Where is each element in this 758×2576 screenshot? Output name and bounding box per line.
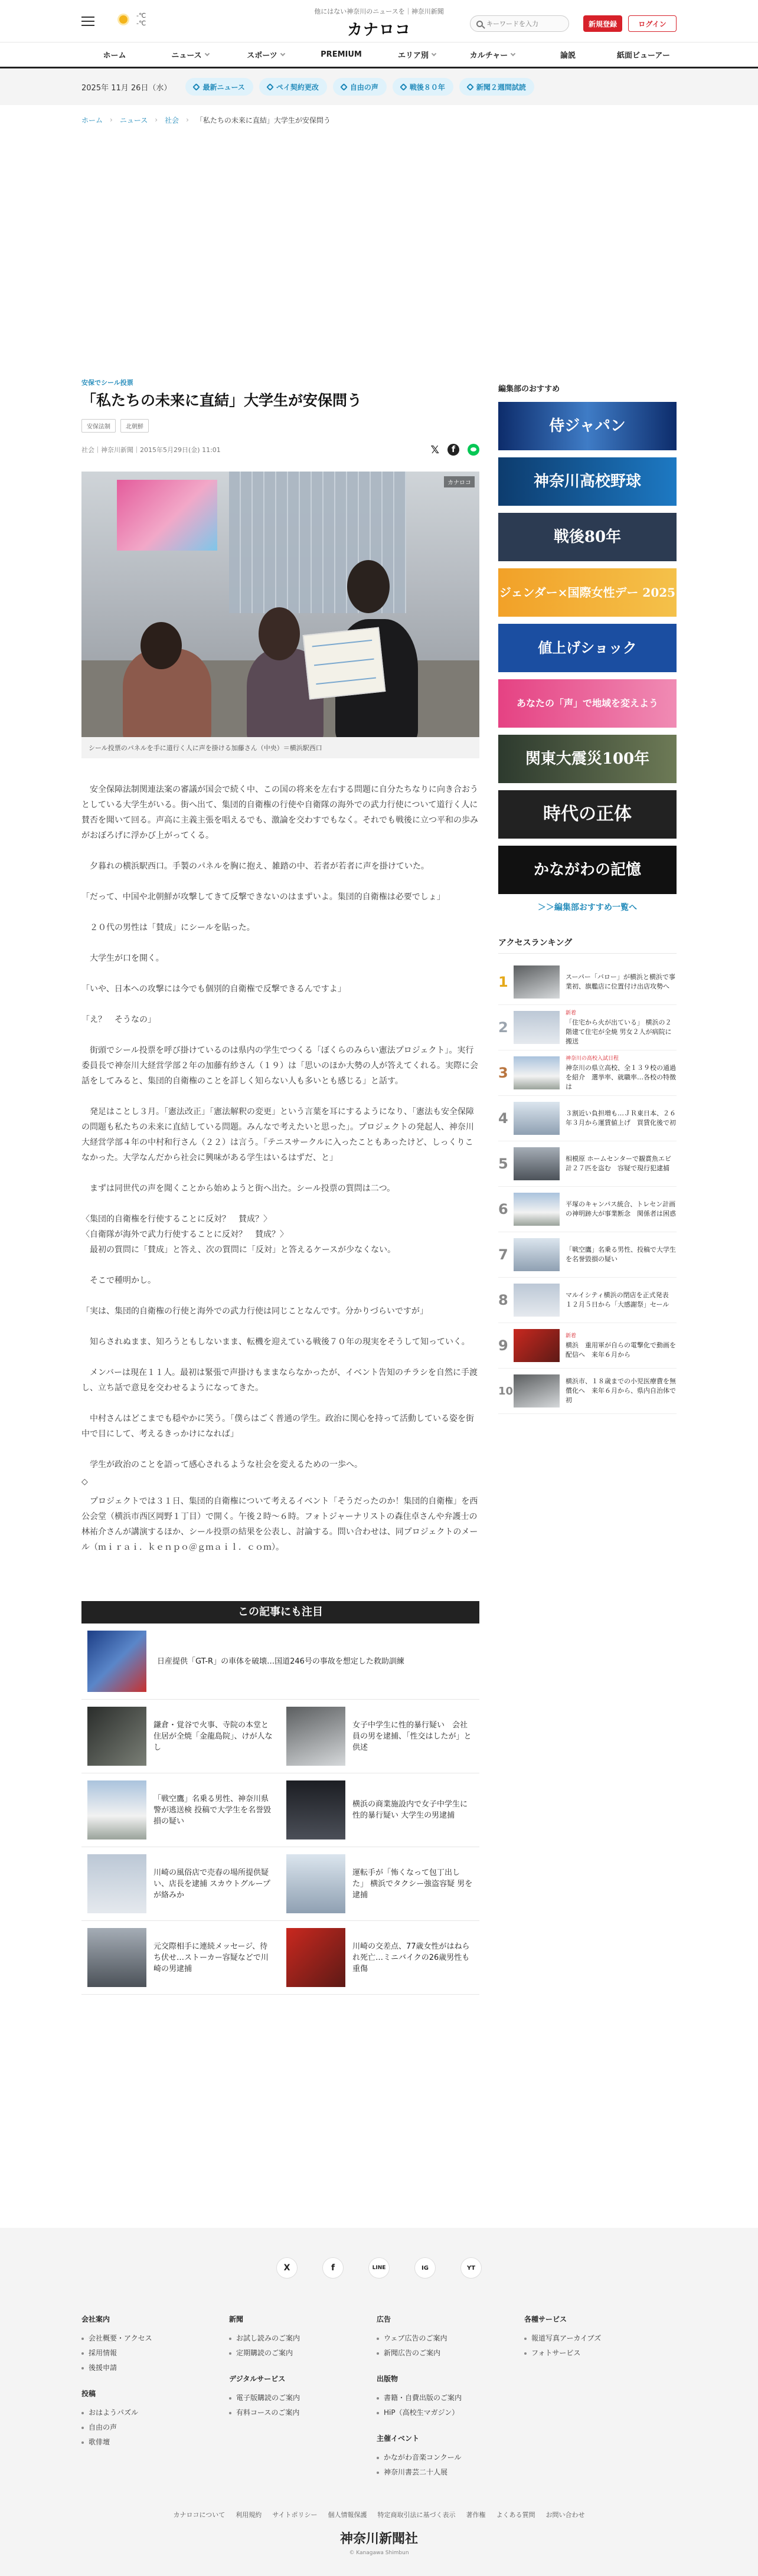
paragraph: 学生が政治のことを語って感心されるような社会を変えるための一歩へ。	[81, 1460, 362, 1469]
thumbnail	[514, 1102, 560, 1135]
related-item[interactable]: 運転手が「怖くなって包丁出した」 横浜でタクシー強盗容疑 男を逮捕	[280, 1847, 479, 1921]
thumbnail	[514, 1374, 560, 1408]
line-share-icon[interactable]	[468, 444, 479, 456]
trend-chip[interactable]: ペイ契約更改	[259, 78, 327, 96]
article-figure	[81, 472, 479, 758]
footer-column: 広告 ウェブ広告のご案内 新聞広告のご案内 出版物 書籍・自費出版のご案内 HiP（高校生マガジン） 主催イベント かながわ音楽コンクール 神奈川書芸二十人展	[377, 2314, 524, 2493]
footer-bottom-link[interactable]: 個人情報保護	[328, 2511, 367, 2519]
footer-columns	[0, 2279, 758, 2493]
sidebar-heading: 編集部のおすすめ	[498, 385, 560, 394]
banner-high-school-baseball[interactable]: 神奈川高校野球	[498, 457, 677, 506]
footer-bottom-link[interactable]: 利用規約	[236, 2511, 262, 2519]
tag-link[interactable]: 北朝鮮	[120, 419, 149, 433]
banner-memory[interactable]: かながわの記憶	[498, 846, 677, 894]
footer-link[interactable]: 採用情報	[81, 2346, 229, 2361]
related-item[interactable]: 元交際相手に連続メッセージ、待ち伏せ…ストーカー容疑などで川崎の男逮捕	[81, 1921, 280, 1995]
weather-low: -℃	[136, 19, 146, 27]
paragraph: 街頭でシール投票を呼び掛けているのは県内の学生でつくる「ぼくらのみらい憲法プロジェクト」。実行委員長で神奈川大経営学部２年の加藤有紗さん（１９）は「思いのほか大勢の人が答えてくれる。実際に会話をしてみると、集団的自衛権のことを詳しく知らない人も多いとも感じる」と話す。	[81, 1046, 478, 1086]
thumbnail	[87, 1928, 146, 1987]
thumbnail	[514, 1284, 560, 1317]
footer-link[interactable]: 電子版購読のご案内	[229, 2391, 377, 2405]
related-item[interactable]: 川崎の風俗店で売春の場所提供疑い、店長を逮捕 スカウトグループが絡みか	[81, 1847, 280, 1921]
footer-link[interactable]: 有料コースのご案内	[229, 2405, 377, 2420]
related-grid	[81, 1700, 479, 1995]
global-nav	[0, 42, 758, 68]
footer-bottom-link[interactable]: サイトポリシー	[272, 2511, 318, 2519]
footer-bottom-link[interactable]: 著作権	[466, 2511, 486, 2519]
paragraph: 夕暮れの横浜駅西口。手製のパネルを胸に抱え、雑踏の中、若者が若者に声を掛けていた。	[81, 862, 429, 871]
site-logo[interactable]: カナロコ	[347, 21, 411, 39]
article-meta-row	[81, 441, 479, 459]
footer-column: 各種サービス 報道写真アーカイブズ フォトサービス	[524, 2314, 672, 2493]
chevron-down-icon	[432, 51, 436, 55]
tag-icon	[400, 83, 407, 91]
trend-chip[interactable]: 新聞２週間試読	[459, 78, 534, 96]
paragraph: 「だって、中国や北朝鮮が攻撃してきて反撃できないのはまずいよ。集団的自衛権は必要でしょ」	[81, 892, 445, 902]
ranking-item[interactable]: 6 平塚のキャンパス統合、トレセン計画の神明跡大が事業断念 関係者は困惑	[498, 1187, 677, 1232]
search-box[interactable]	[470, 15, 569, 32]
thumbnail	[87, 1707, 146, 1766]
footer-link[interactable]: ウェブ広告のご案内	[377, 2331, 524, 2346]
footer-bottom-link[interactable]: 特定商取引法に基づく表示	[377, 2511, 456, 2519]
ranking-item[interactable]: 5 相模原 ホームセンターで観賞魚エビ計２７匹を盗む 容疑で現行犯逮捕	[498, 1141, 677, 1187]
article-tags	[81, 419, 479, 433]
footer-link[interactable]: 定期購読のご案内	[229, 2346, 377, 2361]
paragraph: 安全保障法制関連法案の審議が国会で続く中、この国の将来を左右する問題に自分たちなりに向き合おうとしている大学生がいる。街へ出て、集団的自衛権の行使や自衛隊の海外での武力行使について道行く人に賛否を聞いて回る。声高に主義主張を唱えるでも、激論を交わすでもなく。それでも戦後に立つ平和の歩みがおぼろげに浮かび上がってくる。	[81, 785, 478, 840]
paragraph: 発足はことし３月。「憲法改正」「憲法解釈の変更」という言葉を耳にするようになり、「憲法も安全保障の問題も私たちの未来に直結している問題。みんなで考えたいと思った」。プロジェクトの発起人、神奈川大経営学部４年の中村和行さん（２２）は言う。「テニスサークルに入ったこともあったけど、しっくりこなかった。大学なんだから社会に興味がある学生はいるはずだ、と」	[81, 1107, 474, 1163]
related-item[interactable]: 鎌倉・覚谷で火事、寺院の本堂と住居が全焼「金龍島院」、けが人なし	[81, 1700, 280, 1773]
paragraph: 最初の質問に「賛成」と答え、次の質問に「反対」と答えるケースが少なくない。	[81, 1245, 396, 1255]
trend-bar	[0, 68, 758, 105]
footer-link[interactable]: フォトサービス	[524, 2346, 672, 2361]
thumbnail	[514, 1056, 560, 1089]
footer-bottom-link[interactable]: カナロコについて	[173, 2511, 226, 2519]
thumbnail	[514, 1011, 560, 1044]
weather-high: -℃	[136, 12, 146, 19]
footer-bottom-links	[0, 2510, 758, 2519]
ranking-item[interactable]: 9 新着 横浜 重用軍が自らの電撃化で動画を配信へ 来年６月から	[498, 1323, 677, 1369]
thumbnail	[286, 1707, 345, 1766]
ranking-heading: アクセスランキング	[498, 937, 677, 954]
today-date: 2025年 11月 26日（水）	[81, 83, 172, 93]
paragraph: 〈自衛隊が海外で武力行使することに反対？ 賛成？〉	[81, 1230, 288, 1239]
paragraph: 知らされぬまま、知ろうともしないまま、転機を迎えている戦後７０年の現実をそうして知っていく。	[81, 1337, 470, 1347]
tag-icon	[340, 83, 348, 91]
sidebar	[498, 378, 677, 1995]
article-main	[81, 378, 479, 1995]
breadcrumb-society[interactable]: 社会	[165, 116, 179, 125]
paragraph: 「いや、日本への攻撃には今でも個別的自衛権で反撃できるんですよ」	[81, 984, 346, 994]
thumbnail	[514, 1147, 560, 1180]
ranking-item[interactable]: 7 「戦空鷹」名乗る男性、投稿で大学生を名誉毀損の疑い	[498, 1232, 677, 1278]
ranking-item[interactable]: 8 マルイシティ横浜の閉店を正式発表 １２月５日から「大感謝祭」セール	[498, 1278, 677, 1323]
breadcrumb-current: 「私たちの未来に直結」大学生が安保問う	[195, 116, 331, 125]
banner-price-hike[interactable]: 値上げショック	[498, 624, 677, 672]
nav-area[interactable]: エリア別	[379, 42, 455, 67]
related-item[interactable]: 横浜の商業施設内で女子中学生に性的暴行疑い 大学生の男逮捕	[280, 1773, 479, 1847]
footer-link[interactable]: おはようパズル	[81, 2405, 229, 2420]
related-item[interactable]: 女子中学生に性的暴行疑い 会社員の男を逮捕、「性交はしたが」と供述	[280, 1700, 479, 1773]
paragraph: まずは同世代の声を聞くことから始めようと街へ出た。シール投票の質問は二つ。	[81, 1184, 396, 1193]
paragraph: そこで種明かし。	[81, 1276, 156, 1285]
rank-number: 7	[498, 1246, 508, 1263]
rank-number: 2	[498, 1019, 508, 1036]
search-icon[interactable]	[476, 21, 483, 27]
article-meta: 社会｜神奈川新聞｜2015年5月29日(金) 11:01	[81, 446, 221, 454]
facebook-icon[interactable]: f	[322, 2257, 344, 2279]
paragraph: 「え？ そうなの」	[81, 1015, 156, 1024]
paragraph: 〈集団的自衛権を行使することに反対？ 賛成？〉	[81, 1215, 272, 1224]
footer-bottom-link[interactable]: お問い合わせ	[545, 2511, 585, 2519]
tag-icon	[466, 83, 474, 91]
banner-samurai-japan[interactable]: 侍ジャパン	[498, 402, 677, 450]
ranking-item[interactable]: 4 ３割近い負担増も…ＪＲ東日本、２６年３月から運賃値上げ 買賃化後で初	[498, 1096, 677, 1141]
nav-opinion[interactable]: 論説	[560, 51, 576, 60]
tag-icon	[193, 83, 201, 91]
nav-home[interactable]: ホーム	[103, 51, 126, 60]
nav-sports[interactable]: スポーツ	[228, 42, 303, 67]
recommend-more-link[interactable]: ＞＞編集部おすすめ一覧へ	[537, 903, 638, 912]
sticker-vote-panel	[303, 627, 386, 700]
chevron-down-icon	[204, 51, 209, 55]
chevron-down-icon	[280, 51, 285, 55]
article-kicker: 安保でシール投票	[81, 379, 133, 387]
photo-watermark: カナロコ	[444, 476, 475, 487]
paragraph: プロジェクトでは３１日、集団的自衛権について考えるイベント「そうだったのか！集団的自衛権」を西公会堂（横浜市西区岡野１丁目）で開く。午後２時～６時。フォトジャーナリストの森住卓さんや弁護士の林祐介さんが講演するほか、シール投票の結果を公表し、討論する。問い合わせは、同プロジェクトのメール（ｍｉｒａｉ．ｋｅｎｐｏ＠ｇｍａｉｌ．ｃｏｍ）。	[81, 1497, 478, 1552]
footer-link[interactable]: 書籍・自費出版のご案内	[377, 2391, 524, 2405]
rank-number: 3	[498, 1065, 508, 1081]
footer-column: 新聞 お試し読みのご案内 定期購読のご案内 デジタルサービス 電子版購読のご案内 有料コースのご案内	[229, 2314, 377, 2493]
photo-caption: シール投票のパネルを手に道行く人に声を掛ける加藤さん（中央）＝横浜駅西口	[81, 737, 479, 758]
rank-number: 4	[498, 1110, 508, 1127]
footer-link[interactable]: 会社概要・アクセス	[81, 2331, 229, 2346]
nav-viewer[interactable]: 紙面ビューアー	[617, 51, 670, 60]
x-icon[interactable]: X	[276, 2257, 298, 2279]
paragraph: 中村さんはどこまでも穏やかに笑う。「僕らはごく普通の学生。政治に関心を持って活動している姿を街中で目にして、考えるきっかけになれば」	[81, 1414, 474, 1439]
footer-link[interactable]: 新聞広告のご案内	[377, 2346, 524, 2361]
ranking-item[interactable]: 10 横浜市、１８歳までの小児医療費を無償化へ 来年６月から、県内自治体で初	[498, 1369, 677, 1414]
thumbnail	[514, 965, 560, 999]
tag-link[interactable]: 安保法制	[81, 419, 116, 433]
related-item[interactable]: 「戦空鷹」名乗る男性、神奈川県警が逃送検 投稿で大学生を名誉毀損の疑い	[81, 1773, 280, 1847]
breadcrumb: ホーム › ニュース › 社会 › 「私たちの未来に直結」大学生が安保問う	[81, 116, 331, 125]
footer-link[interactable]: 歌俳壇	[81, 2435, 229, 2450]
breadcrumb-home[interactable]: ホーム	[81, 116, 103, 125]
rank-number: 9	[498, 1337, 508, 1354]
footer-link[interactable]: お試し読みのご案内	[229, 2331, 377, 2346]
article-photo[interactable]	[81, 472, 479, 737]
thumbnail	[87, 1780, 146, 1839]
related-item[interactable]: 川崎の交差点、77歳女性がはねられ死亡…ミニバイクの26歳男性も重傷	[280, 1921, 479, 1995]
line-icon[interactable]: LINE	[368, 2257, 390, 2279]
nav-premium[interactable]: PREMIUM	[321, 50, 362, 59]
thumbnail	[514, 1193, 560, 1226]
trend-chip[interactable]: 自由の声	[333, 78, 387, 96]
paragraph: ２０代の男性は「賛成」にシールを貼った。	[81, 923, 255, 932]
section-mark: ◇	[81, 1477, 88, 1487]
trend-chip[interactable]: 最新ニュース	[185, 78, 253, 96]
copyright: © Kanagawa Shimbun	[349, 2550, 409, 2556]
instagram-icon[interactable]: IG	[414, 2257, 436, 2279]
x-share-icon[interactable]: 𝕏	[430, 443, 439, 456]
ranking-item[interactable]: 2 新着 「住宅から火が出ている」 横浜の２階建て住宅が全焼 男女２人が病院に搬送	[498, 1005, 677, 1050]
thumbnail	[286, 1854, 345, 1913]
rank-number: 6	[498, 1201, 508, 1217]
footer-link[interactable]: HiP（高校生マガジン）	[377, 2405, 524, 2420]
share-buttons	[430, 444, 479, 456]
rank-number: 5	[498, 1156, 508, 1172]
banner-jidai[interactable]: 時代の正体	[498, 790, 677, 839]
trend-chip[interactable]: 戦後８０年	[393, 78, 453, 96]
footer-link[interactable]: 報道写真アーカイブズ	[524, 2331, 672, 2346]
related-articles	[81, 1601, 479, 1995]
article-body	[81, 782, 479, 1555]
chevron-down-icon	[511, 51, 515, 55]
paragraph: 「実は、集団的自衛権の行使と海外での武力行使は同じことなんです。分かりづらいですが」	[81, 1307, 428, 1316]
footer-column: 会社案内 会社概要・アクセス 採用情報 後援申請 投稿 おはようパズル 自由の声 歌俳壇	[81, 2314, 229, 2493]
paragraph: メンバーは現在１１人。最初は緊張で声掛けもままならなかったが、イベント告知のチラシを自然に手渡し、立ち話で意見を交わせるようになってきた。	[81, 1368, 478, 1393]
banner-gender[interactable]: ジェンダー×国際女性デー 2025	[498, 568, 677, 617]
thumbnail	[286, 1780, 345, 1839]
thumbnail	[87, 1854, 146, 1913]
article-title: 「私たちの未来に直結」大学生が安保問う	[81, 392, 362, 409]
page-layout	[81, 378, 677, 1995]
register-button[interactable]: 新規登録	[583, 15, 622, 32]
nav-news[interactable]: ニュース	[152, 42, 228, 67]
rank-number: 8	[498, 1292, 508, 1308]
top-bar	[0, 0, 758, 42]
banner-voice[interactable]: あなたの「声」で地域を変えよう	[498, 679, 677, 728]
ranking-item[interactable]: 3 神奈川の高校入試日程 神奈川の県立高校、全１３９校の通過を紹介 選挙率、就職率…各校の特徴は	[498, 1050, 677, 1096]
rank-number: 10	[498, 1384, 514, 1397]
footer-logo[interactable]: 神奈川新聞社	[339, 2531, 418, 2546]
ranking-list	[498, 960, 677, 1414]
login-button[interactable]: ログイン	[628, 15, 677, 32]
nav-culture[interactable]: カルチャー	[455, 42, 530, 67]
footer-link[interactable]: かながわ音楽コンクール	[377, 2450, 524, 2465]
site-header	[0, 0, 758, 135]
thumbnail	[286, 1928, 345, 1987]
rank-number: 1	[498, 974, 508, 990]
facebook-share-icon[interactable]: f	[447, 444, 459, 456]
paragraph: 大学生が口を開く。	[81, 954, 164, 963]
breadcrumb-news[interactable]: ニュース	[119, 116, 148, 125]
footer-link[interactable]: 後援申請	[81, 2361, 229, 2375]
footer-link[interactable]: 神奈川書芸二十人展	[377, 2465, 524, 2480]
search-input[interactable]	[486, 20, 557, 28]
thumbnail	[514, 1238, 560, 1271]
banner-earthquake-100[interactable]: 関東大震災100年	[498, 735, 677, 783]
footer-link[interactable]: 自由の声	[81, 2420, 229, 2435]
related-heading: この記事にも注目	[81, 1601, 479, 1623]
footer-bottom-link[interactable]: よくある質問	[496, 2511, 535, 2519]
site-footer	[0, 2228, 758, 2576]
tag-icon	[266, 83, 274, 91]
banner-postwar-80[interactable]: 戦後80年	[498, 513, 677, 561]
ranking-item[interactable]: 1 スーパー「バロー」が横浜と横浜で事業初、旗艦店に位置付け出店攻勢へ	[498, 960, 677, 1005]
thumbnail	[87, 1631, 146, 1692]
thumbnail	[514, 1329, 560, 1362]
site-tagline: 他にはない神奈川のニュースを｜神奈川新聞	[314, 8, 444, 15]
related-top-item[interactable]: 日産提供「GT-R」の車体を破壊…国道246号の事故を想定した救助訓練	[81, 1623, 479, 1700]
youtube-icon[interactable]: YT	[460, 2257, 482, 2279]
sns-links	[0, 2228, 758, 2279]
